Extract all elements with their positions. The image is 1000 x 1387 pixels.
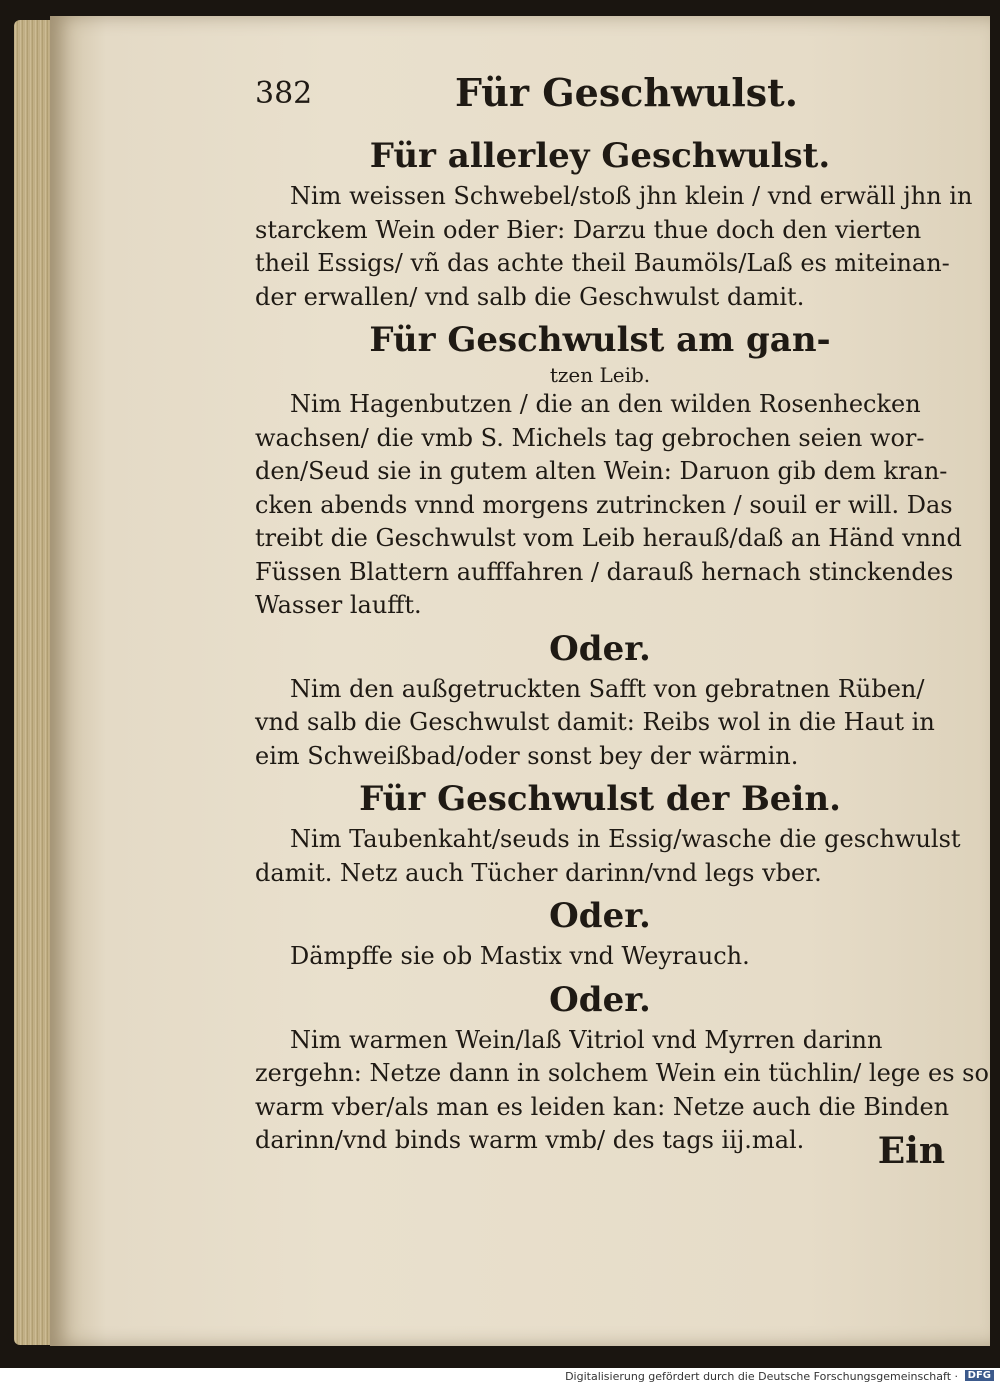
text-line: treibt die Geschwulst vom Leib herauß/daß an Händ vnnd bbox=[255, 524, 962, 552]
text-line: Füssen Blattern aufffahren / darauß hernach stinckendes bbox=[255, 557, 954, 586]
text-line: cken abends vnnd morgens zutrincken / souil er will. Das bbox=[255, 490, 953, 519]
text-line: der erwallen/ vnd salb die Geschwulst damit. bbox=[255, 282, 805, 311]
section-subheading: tzen Leib. bbox=[549, 363, 651, 387]
section-paragraph bbox=[255, 940, 945, 974]
section-heading: Für allerley Geschwulst. bbox=[369, 136, 831, 176]
section-heading: Für Geschwulst der Bein. bbox=[359, 779, 841, 819]
text-line: vnd salb die Geschwulst damit: Reibs wol in die Haut in bbox=[255, 708, 935, 736]
text-line: Nim warmen Wein/laß Vitriol vnd Myrren darinn bbox=[290, 1025, 883, 1054]
page-text bbox=[255, 70, 989, 1172]
page-number: 382 bbox=[255, 76, 313, 111]
text-line: den/Seud sie in gutem alten Wein: Daruon gib dem kran- bbox=[255, 457, 948, 485]
section-heading: Oder. bbox=[549, 628, 651, 669]
text-line: starckem Wein oder Bier: Darzu thue doch den vierten bbox=[255, 215, 922, 244]
text-line: Nim Taubenkaht/seuds in Essig/wasche die geschwulst bbox=[290, 825, 961, 853]
text-line: Dämpffe sie ob Mastix vnd Weyrauch. bbox=[290, 942, 750, 970]
text-line: Nim Hagenbutzen / die an den wilden Rosenhecken bbox=[290, 390, 921, 418]
funding-notice: Digitalisierung gefördert durch die Deutsche Forschungsgemeinschaft · bbox=[565, 1370, 958, 1383]
section-paragraph bbox=[255, 1024, 989, 1158]
section-paragraph bbox=[255, 673, 945, 774]
footer-bar bbox=[0, 1368, 1000, 1387]
text-line: Wasser laufft. bbox=[255, 591, 422, 619]
dfg-logo: DFG bbox=[965, 1370, 994, 1381]
text-line: theil Essigs/ vñ das achte theil Baumöls/Laß es miteinan- bbox=[255, 249, 950, 277]
section-paragraph bbox=[255, 823, 961, 890]
section-heading: Oder. bbox=[549, 979, 651, 1020]
catchword: Ein bbox=[877, 1130, 945, 1172]
text-line: Nim den außgetruckten Safft von gebratnen Rüben/ bbox=[290, 674, 925, 703]
text-line: eim Schweißbad/oder sonst bey der wärmin. bbox=[255, 741, 799, 770]
section-paragraph bbox=[255, 388, 962, 623]
running-title: Für Geschwulst. bbox=[455, 70, 798, 115]
section-paragraph bbox=[255, 180, 973, 314]
text-line: damit. Netz auch Tücher darinn/vnd legs vber. bbox=[255, 858, 822, 887]
text-line: wachsen/ die vmb S. Michels tag gebrochen seien wor- bbox=[255, 423, 925, 452]
text-line: warm vber/als man es leiden kan: Netze auch die Binden bbox=[255, 1092, 950, 1121]
text-line: Nim weissen Schwebel/stoß jhn klein / vnd erwäll jhn in bbox=[290, 182, 973, 210]
section-heading: Oder. bbox=[549, 896, 651, 936]
text-line: darinn/vnd binds warm vmb/ des tags iij.mal. bbox=[255, 1126, 805, 1154]
text-line: zergehn: Netze dann in solchem Wein ein tüchlin/ lege es so bbox=[255, 1059, 989, 1087]
section-heading: Für Geschwulst am gan- bbox=[369, 320, 831, 360]
running-head bbox=[255, 70, 945, 130]
